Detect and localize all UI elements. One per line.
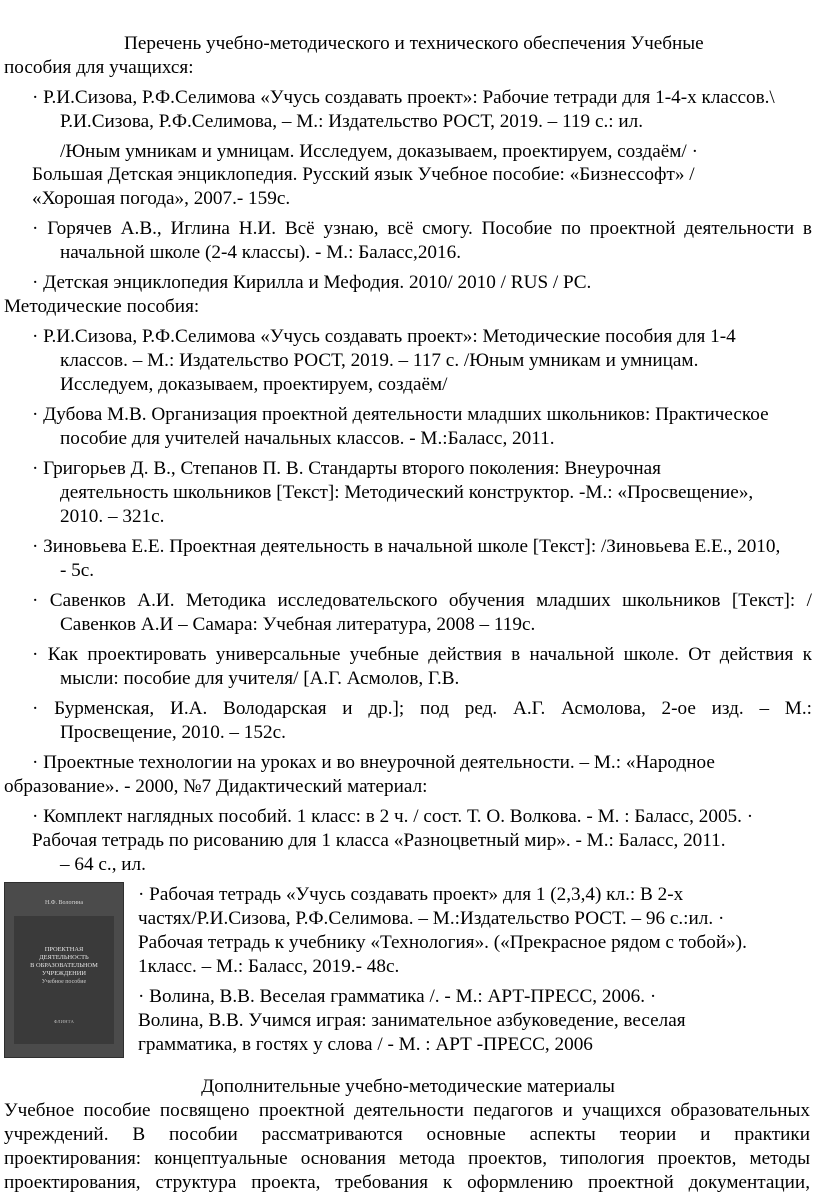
method-item-1-line-1: · Р.И.Сизова, Р.Ф.Селимова «Учусь создавать проект»: Методические пособия для 1-4 [32, 326, 736, 347]
method-item-3-line-1: · Григорьев Д. В., Степанов П. В. Стандарты второго поколения: Внеурочная [32, 458, 661, 479]
image-item-1-line-1: · Рабочая тетрадь «Учусь создавать проект» для 1 (2,3,4) кл.: В 2-х [138, 884, 684, 905]
book-cover-image [4, 882, 124, 1058]
method-item-8-line-2: образование». - 2000, №7 Дидактический материал: [4, 776, 428, 797]
student-item-1-line-1: · Р.И.Сизова, Р.Ф.Селимова «Учусь создавать проект»: Рабочие тетради для 1-4-х классов.\ [32, 87, 775, 108]
book-cover-publisher: ФЛИНТА [53, 1019, 75, 1024]
page-heading-line-1: Перечень учебно-методического и технического обеспечения Учебные [124, 33, 704, 54]
book-cover-title-line: ДЕЯТЕЛЬНОСТЬ [39, 954, 89, 961]
method-item-7-line-1: · Бурменская, И.А. Володарская и др.]; под ред. А.Г. Асмолова, 2-ое изд. – М.: [32, 698, 812, 719]
page-heading-line-2: пособия для учащихся: [4, 57, 194, 78]
book-cover-author: Н.Ф. Вологина [44, 900, 84, 906]
method-item-3-line-2: деятельность школьников [Текст]: Методический конструктор. -М.: «Просвещение», [60, 482, 754, 503]
image-item-2-line-1: · Волина, В.В. Веселая грамматика /. - М.: АРТ-ПРЕСС, 2006. · [138, 986, 657, 1007]
method-item-2-line-1: · Дубова М.В. Организация проектной деятельности младших школьников: Практическое [32, 404, 769, 425]
method-item-4-line-1: · Зиновьева Е.Е. Проектная деятельность в начальной школе [Текст]: /Зиновьева Е.Е., 2010, [32, 536, 781, 557]
student-item-1-line-3: /Юным умникам и умницам. Исследуем, доказываем, проектируем, создаём/ · [60, 141, 698, 162]
method-item-4-line-2: - 5с. [60, 560, 95, 581]
book-cover-title-line: ПРОЕКТНАЯ [44, 946, 84, 953]
book-cover-panel [14, 916, 114, 1044]
student-item-1-line-4: Большая Детская энциклопедия. Русский язык Учебное пособие: «Бизнессофт» / [32, 164, 695, 185]
method-item-6-line-1: · Как проектировать универсальные учебные действия в начальной школе. От действия к [32, 644, 812, 665]
method-item-1-line-3: Исследуем, доказываем, проектируем, создаём/ [60, 374, 448, 395]
method-item-2-line-2: пособие для учителей начальных классов. - М.:Баласс, 2011. [60, 428, 555, 449]
method-item-5-line-2: Савенков А.И – Самара: Учебная литература, 2008 – 119с. [60, 614, 536, 635]
book-cover-subtitle: Учебное пособие [41, 979, 87, 985]
method-item-7-line-2: Просвещение, 2010. – 152с. [60, 722, 286, 743]
book-cover-title-line: В ОБРАЗОВАТЕЛЬНОМ [30, 962, 98, 969]
method-item-9-line-3: – 64 с., ил. [60, 854, 146, 875]
method-item-5-line-1: · Савенков А.И. Методика исследовательского обучения младших школьников [Текст]: / [32, 590, 812, 611]
method-item-8-line-1: · Проектные технологии на уроках и во внеурочной деятельности. – М.: «Народное [32, 752, 715, 773]
additional-line-2: учреждений. В пособии рассматриваются основные аспекты теории и практики [4, 1124, 810, 1145]
method-item-9-line-2: Рабочая тетрадь по рисованию для 1 класса «Разноцветный мир». - М.: Баласс, 2011. [32, 830, 726, 851]
image-item-2-line-3: грамматика, в гостях у слова / - М. : АРТ -ПРЕСС, 2006 [138, 1034, 593, 1055]
additional-line-4: проектирования, структура проекта, требования к оформлению проектной документации, [4, 1172, 810, 1193]
student-item-3: · Детская энциклопедия Кирилла и Мефодия. 2010/ 2010 / RUS / PC. [32, 272, 592, 293]
method-heading: Методические пособия: [4, 296, 200, 317]
additional-heading: Дополнительные учебно-методические материалы [201, 1076, 615, 1097]
image-item-1-line-2: частях/Р.И.Сизова, Р.Ф.Селимова. – М.:Издательство РОСТ. – 96 с.:ил. · [138, 908, 725, 929]
student-item-1-line-2: Р.И.Сизова, Р.Ф.Селимова, – М.: Издательство РОСТ, 2019. – 119 с.: ил. [60, 111, 644, 132]
image-item-1-line-3: Рабочая тетрадь к учебнику «Технология». («Прекрасное рядом с тобой»). [138, 932, 747, 953]
method-item-1-line-2: классов. – М.: Издательство РОСТ, 2019. – 117 с. /Юным умникам и умницам. [60, 350, 699, 371]
image-item-2-line-2: Волина, В.В. Учимся играя: занимательное азбуковедение, веселая [138, 1010, 686, 1031]
student-item-2-line-1: · Горячев А.В., Иглина Н.И. Всё узнаю, всё смогу. Пособие по проектной деятельности в [32, 218, 812, 239]
image-item-1-line-4: 1класс. – М.: Баласс, 2019.- 48с. [138, 956, 400, 977]
method-item-6-line-2: мысли: пособие для учителя/ [А.Г. Асмолов, Г.В. [60, 668, 460, 689]
additional-line-3: проектирования: концептуальные основания метода проектов, типология проектов, методы [4, 1148, 810, 1169]
method-item-9-line-1: · Комплект наглядных пособий. 1 класс: в 2 ч. / сост. Т. О. Волкова. - М. : Баласс, 2005. · [32, 806, 754, 827]
book-cover-title [14, 946, 114, 978]
student-item-2-line-2: начальной школе (2-4 классы). - М.: Баласс,2016. [60, 242, 462, 263]
student-item-1-line-5: «Хорошая погода», 2007.- 159с. [32, 188, 291, 209]
additional-line-1: Учебное пособие посвящено проектной деятельности педагогов и учащихся образовательных [4, 1100, 810, 1121]
method-item-3-line-3: 2010. – 321с. [60, 506, 165, 527]
book-cover-title-line: УЧРЕЖДЕНИИ [42, 970, 86, 977]
